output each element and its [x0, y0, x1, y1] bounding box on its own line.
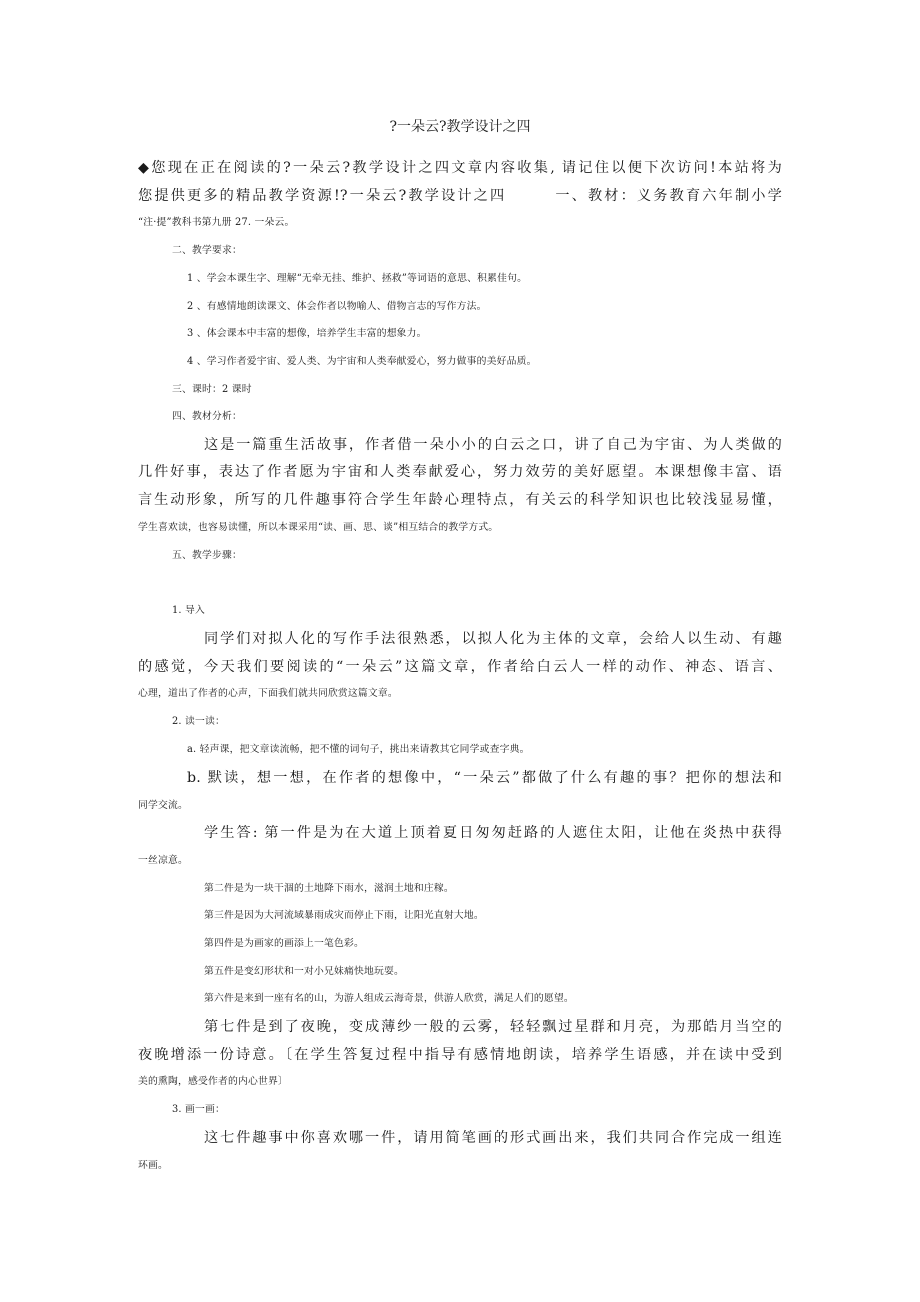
paragraph-line: 夜晚增添一份诗意。〔在学生答复过程中指导有感情地朗读，培养学生语感，并在读中受到 — [138, 1047, 782, 1063]
section-heading: 三、课时：2 课时 — [172, 384, 252, 395]
paragraph-line: 同学们对拟人化的写作手法很熟悉，以拟人化为主体的文章，会给人以生动、有趣 — [204, 631, 782, 647]
paragraph-line: 这七件趣事中你喜欢哪一件，请用简笔画的形式画出来，我们共同合作完成一组连 — [204, 1130, 782, 1146]
answer-line: 第六件是来到一座有名的山，为游人组成云海奇景，供游人欣赏，满足人们的愿望。 — [204, 993, 574, 1004]
paragraph-line: 言生动形象，所写的几件趣事符合学生年龄心理特点，有关云的科学知识也比较浅显易懂， — [138, 492, 782, 508]
paragraph-line: 同学交流。 — [138, 800, 188, 811]
section-heading: 二、教学要求： — [172, 245, 242, 256]
paragraph-line: 环画。 — [138, 1160, 168, 1171]
paragraph-line: 心理，道出了作者的心声，下面我们就共同欣赏这篇文章。 — [138, 688, 398, 699]
document-title: ?一朵云?教学设计之四 — [389, 119, 531, 135]
substep-line: b. 默读，想一想，在作者的想像中，“一朵云”都做了什么有趣的事？把你的想法和 — [187, 770, 782, 786]
substep-line: a. 轻声课，把文章读流畅，把不懂的词句子，挑出来请教其它同学或查字典。 — [187, 744, 530, 755]
intro-line: “注·提”教科书第九册 27. 一朵云。 — [138, 217, 295, 228]
step-heading: 3. 画一画： — [172, 1104, 226, 1115]
answer-line: 第四件是为画家的画添上一笔色彩。 — [204, 938, 364, 949]
paragraph-line: 学生喜欢读，也容易读懂，所以本课采用“读、画、思、谈”相互结合的教学方式。 — [138, 522, 499, 533]
requirement-item: 2 、有感情地朗读课文、体会作者以物喻人、借物言志的写作方法。 — [187, 301, 487, 312]
step-heading: 1. 导入 — [172, 605, 206, 616]
intro-line: 您提供更多的精品教学资源!?一朵云?教学设计之四 一、教材：义务教育六年制小学 — [138, 188, 782, 204]
paragraph-line: 这是一篇重生活故事，作者借一朵小小的白云之口，讲了自己为宇宙、为人类做的 — [204, 437, 782, 453]
answer-line: 第三件是因为大河流域暴雨成灾而停止下雨，让阳光直射大地。 — [204, 910, 484, 921]
answer-line: 第二件是为一块干涸的土地降下雨水，滋润土地和庄稼。 — [204, 883, 454, 894]
requirement-item: 3 、体会课本中丰富的想像，培养学生丰富的想象力。 — [187, 328, 427, 339]
paragraph-line: 学生答: 第一件是为在大道上顶着夏日匆匆赶路的人遮住太阳，让他在炎热中获得 — [204, 825, 782, 841]
answer-line: 第五件是变幻形状和一对小兄妹痛快地玩耍。 — [204, 966, 404, 977]
paragraph-line: 几件好事，表达了作者愿为宇宙和人类奉献爱心，努力效劳的美好愿望。本课想像丰富、语 — [138, 464, 782, 480]
step-heading: 2. 读一读： — [172, 716, 226, 727]
requirement-item: 4 、学习作者爱宇宙、爱人类、为宇宙和人类奉献爱心，努力做事的美好品质。 — [187, 356, 537, 367]
requirement-item: 1 、学会本课生字、理解“无牵无挂、维护、拯救”等词语的意思、积累佳句。 — [187, 273, 528, 284]
paragraph-line: 一丝凉意。 — [138, 855, 188, 866]
section-heading: 四、教材分析： — [172, 411, 242, 422]
intro-line: ◆您现在正在阅读的?一朵云?教学设计之四文章内容收集, 请记住以便下次访问!本站将为 — [138, 160, 782, 176]
paragraph-line: 美的熏陶，感受作者的内心世界〕 — [138, 1076, 288, 1087]
paragraph-line: 的感觉，今天我们要阅读的“一朵云”这篇文章，作者给白云人一样的动作、神态、语言、 — [138, 659, 782, 675]
section-heading: 五、教学步骤： — [172, 550, 242, 561]
answer-line: 第七件是到了夜晚，变成薄纱一般的云雾，轻轻飘过星群和月亮，为那皓月当空的 — [204, 1019, 782, 1035]
